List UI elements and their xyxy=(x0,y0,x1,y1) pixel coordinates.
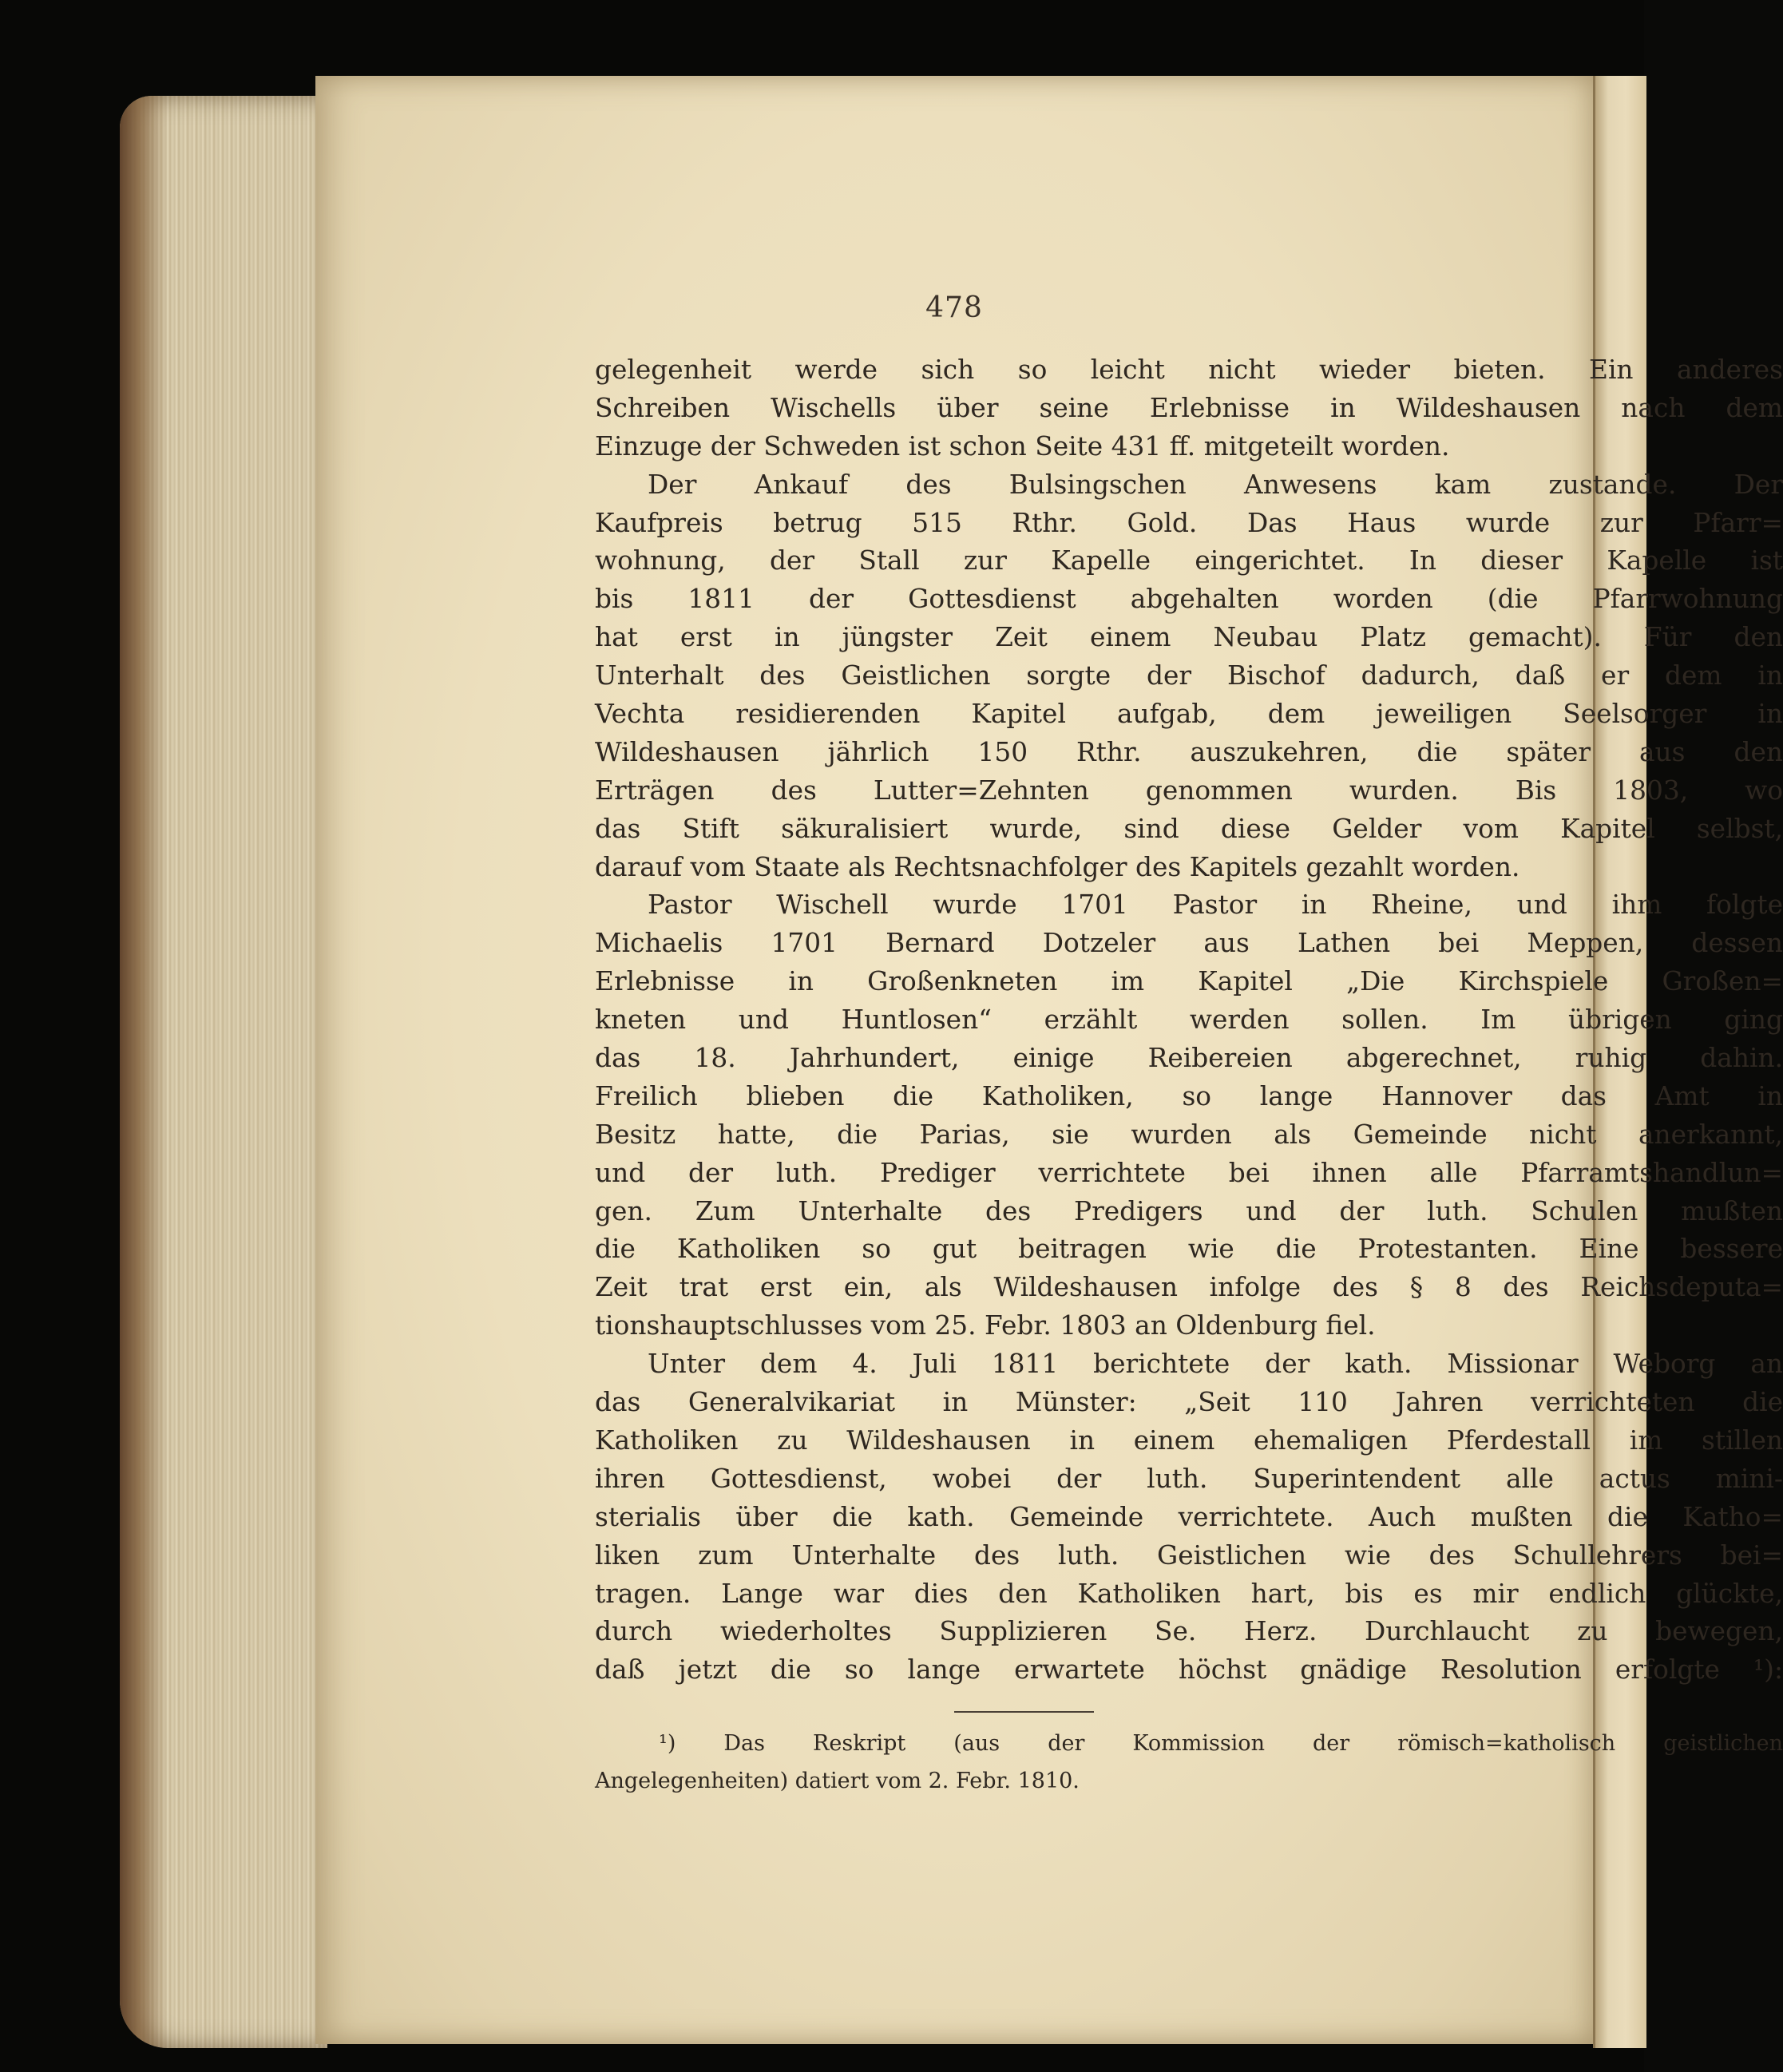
text-line: Michaelis 1701 Bernard Dotzeler aus Lathen bei Meppen, dessen xyxy=(595,928,1783,959)
text-line: Pastor Wischell wurde 1701 Pastor in Rheine, und ihm folgte xyxy=(648,889,1783,921)
text-line: tragen. Lange war dies den Katholiken hart, bis es mir endlich glückte, xyxy=(595,1578,1783,1609)
text-line: hat erst in jüngster Zeit einem Neubau Platz gemacht). Für den xyxy=(595,622,1783,653)
text-line: wohnung, der Stall zur Kapelle eingerichtet. In dieser Kapelle ist xyxy=(595,545,1783,576)
text-line: Wildeshausen jährlich 150 Rthr. auszukehren, die später aus den xyxy=(595,736,1783,767)
text-line: gelegenheit werde sich so leicht nicht wieder bieten. Ein anderes xyxy=(595,355,1783,385)
text-line: ihren Gottesdienst, wobei der luth. Superintendent alle actus mini- xyxy=(595,1463,1783,1494)
page-number: 478 xyxy=(925,291,983,324)
text-line: Unter dem 4. Juli 1811 berichtete der kath. Missionar Weborg an xyxy=(648,1349,1783,1380)
text-line: Erlebnisse in Großenkneten im Kapitel „Die Kirchspiele Großen= xyxy=(595,966,1783,997)
text-line: Der Ankauf des Bulsingschen Anwesens kam zustande. Der xyxy=(648,469,1783,500)
text-line: darauf vom Staate als Rechtsnachfolger des Kapitels gezahlt worden. xyxy=(595,851,1520,882)
text-line: Katholiken zu Wildeshausen in einem ehemaligen Pferdestall im stillen xyxy=(595,1424,1783,1456)
footnote-line: Angelegenheiten) datiert vom 2. Febr. 1810. xyxy=(595,1769,1080,1793)
text-line: das Generalvikariat in Münster: „Seit 110 Jahren verrichteten die xyxy=(595,1387,1783,1418)
footnote-rule xyxy=(954,1711,1094,1713)
text-line: sterialis über die kath. Gemeinde verrichtete. Auch mußten die Katho= xyxy=(595,1501,1783,1532)
footnotes xyxy=(595,1725,1783,1800)
text-line: liken zum Unterhalte des luth. Geistlichen wie des Schullehrers bei= xyxy=(595,1539,1783,1571)
text-line: das 18. Jahrhundert, einige Reibereien abgerechnet, ruhig dahin. xyxy=(595,1043,1783,1074)
text-line: das Stift säkuralisiert wurde, sind diese Gelder vom Kapitel selbst, xyxy=(595,813,1783,844)
text-line: bis 1811 der Gottesdienst abgehalten worden (die Pfarrwohnung xyxy=(595,584,1783,615)
text-line: Einzuge der Schweden ist schon Seite 431 ff. mitgeteilt worden. xyxy=(595,430,1450,462)
text-line: die Katholiken so gut beitragen wie die Protestanten. Eine bessere xyxy=(595,1234,1783,1265)
text-line: Freilich blieben die Katholiken, so lange Hannover das Amt in xyxy=(595,1080,1783,1111)
text-line: Vechta residierenden Kapitel aufgab, dem jeweiligen Seelsorger in xyxy=(595,699,1783,730)
text-line: Schreiben Wischells über seine Erlebnisse in Wildeshausen nach dem xyxy=(595,392,1783,423)
text-line: Zeit trat erst ein, als Wildeshausen infolge des § 8 des Reichsdeputa= xyxy=(595,1272,1783,1303)
body-text xyxy=(595,351,1783,1690)
text-line: Kaufpreis betrug 515 Rthr. Gold. Das Haus wurde zur Pfarr= xyxy=(595,507,1783,538)
text-line: Besitz hatte, die Parias, sie wurden als Gemeinde nicht anerkannt, xyxy=(595,1119,1783,1150)
text-line: Erträgen des Lutter=Zehnten genommen wurden. Bis 1803, wo xyxy=(595,775,1783,806)
text-line: Unterhalt des Geistlichen sorgte der Bischof dadurch, daß er dem in xyxy=(595,660,1783,691)
book-page xyxy=(315,76,1783,2044)
text-line: daß jetzt die so lange erwartete höchst gnädige Resolution erfolgte ¹): xyxy=(595,1654,1783,1686)
text-line: durch wiederholtes Supplizieren Se. Herz. Durchlaucht zu bewegen, xyxy=(595,1616,1783,1647)
text-line: und der luth. Prediger verrichtete bei ihnen alle Pfarramtshandlun= xyxy=(595,1157,1783,1188)
text-line: gen. Zum Unterhalte des Predigers und der luth. Schulen mußten xyxy=(595,1195,1783,1226)
text-line: kneten und Huntlosen“ erzählt werden sollen. Im übrigen ging xyxy=(595,1004,1783,1036)
footnote-line: ¹) Das Reskript (aus der Kommission der römisch=katholisch geistlichen xyxy=(659,1731,1783,1756)
text-line: tionshauptschlusses vom 25. Febr. 1803 an Oldenburg fiel. xyxy=(595,1310,1376,1341)
binding-wear xyxy=(120,96,168,2048)
